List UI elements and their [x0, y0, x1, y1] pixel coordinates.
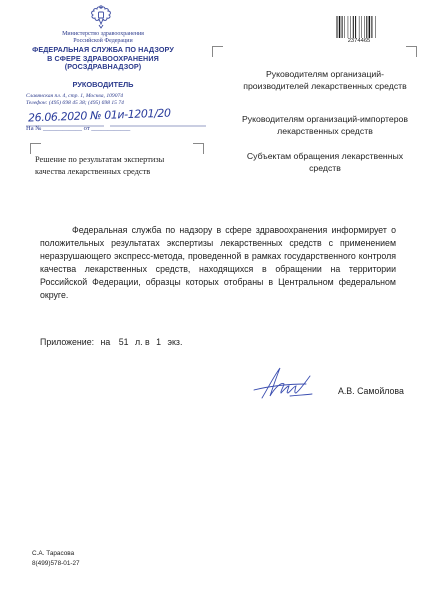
barcode-bar — [364, 16, 365, 38]
attachment-sheets-unit: л. в — [134, 337, 150, 347]
ministry-line: Министерство здравоохранения — [62, 31, 144, 37]
attachment-sheets: 51 — [118, 337, 129, 347]
barcode-bar — [342, 16, 343, 38]
barcode-bar — [337, 16, 338, 38]
attachment-copies-unit: экз. — [167, 337, 183, 347]
barcode-bar — [355, 16, 356, 38]
signature-image — [250, 362, 320, 404]
barcode-bar — [361, 16, 362, 38]
barcode-bar — [353, 16, 354, 38]
service-line: В СФЕРЕ ЗДРАВООХРАНЕНИЯ — [47, 53, 159, 63]
attachment-line — [40, 337, 186, 347]
address-bracket-right — [406, 46, 417, 57]
subject-bracket-right — [193, 143, 204, 154]
recipient-manufacturers: Руководителям организаций-производителей лекарственных средств — [243, 69, 407, 91]
reference-line: На № ____________ от ____________ — [26, 125, 131, 132]
service-line: ФЕДЕРАЛЬНАЯ СЛУЖБА ПО НАДЗОРУ — [32, 45, 174, 54]
letterhead-ministry — [8, 31, 198, 45]
barcode-bar — [366, 16, 367, 38]
barcode-bar — [348, 16, 349, 38]
letter-subject: Решение по результатам экспертизы качества лекарственных средств — [35, 155, 165, 176]
barcode-bar — [369, 16, 371, 38]
barcode-bar — [350, 16, 351, 38]
barcode-bar — [339, 16, 341, 38]
executor-name: С.А. Тарасова — [32, 550, 75, 557]
barcode-number: 2374465 — [347, 38, 371, 44]
emblem-icon — [88, 4, 114, 30]
letterhead-service-name — [8, 46, 198, 72]
service-line: (РОСЗДРАВНАДЗОР) — [64, 62, 142, 72]
barcode-bar — [359, 16, 360, 38]
barcode-bar — [371, 16, 372, 38]
ministry-line: Российской Федерации — [73, 38, 133, 44]
attachment-copies: 1 — [156, 337, 162, 347]
letter-body: Федеральная служба по надзору в сфере здравоохранения информирует о положительных результатах экспертизы лекарственных средств с применением неразрушающего экспресс-метода, проведенной в рамках государственного контроля качества лекарственных средств, находящихся в обращении на территории Российской Федерации, образцы которых отобраны в Центральном федеральном округе. — [40, 225, 396, 300]
barcode-bar — [344, 16, 345, 38]
address-bracket-left — [212, 46, 223, 57]
handwritten-date-number: 26.06.2020 № 01и-1201/20 — [27, 106, 171, 125]
subject-bracket-left — [30, 143, 41, 154]
executor-phone: 8(499)578-01-27 — [32, 560, 80, 567]
attachment-prefix: на — [100, 337, 111, 347]
barcode — [336, 16, 382, 38]
letterhead-phones: Телефон: (495) 698 45 38; (495) 698 15 74 — [26, 100, 124, 106]
barcode-bar — [375, 16, 376, 38]
letterhead-position: РУКОВОДИТЕЛЬ — [72, 80, 134, 89]
attachment-label: Приложение: — [40, 337, 95, 347]
recipient-circulation-subjects: Субъектам обращения лекарственных средств — [246, 151, 404, 173]
letterhead-address: Славянская пл. 4, стр. 1, Москва, 109074 — [26, 93, 124, 99]
recipient-importers: Руководителям организаций-импортеров лекарственных средств — [241, 114, 409, 136]
signatory-name: А.В. Самойлова — [338, 386, 404, 396]
